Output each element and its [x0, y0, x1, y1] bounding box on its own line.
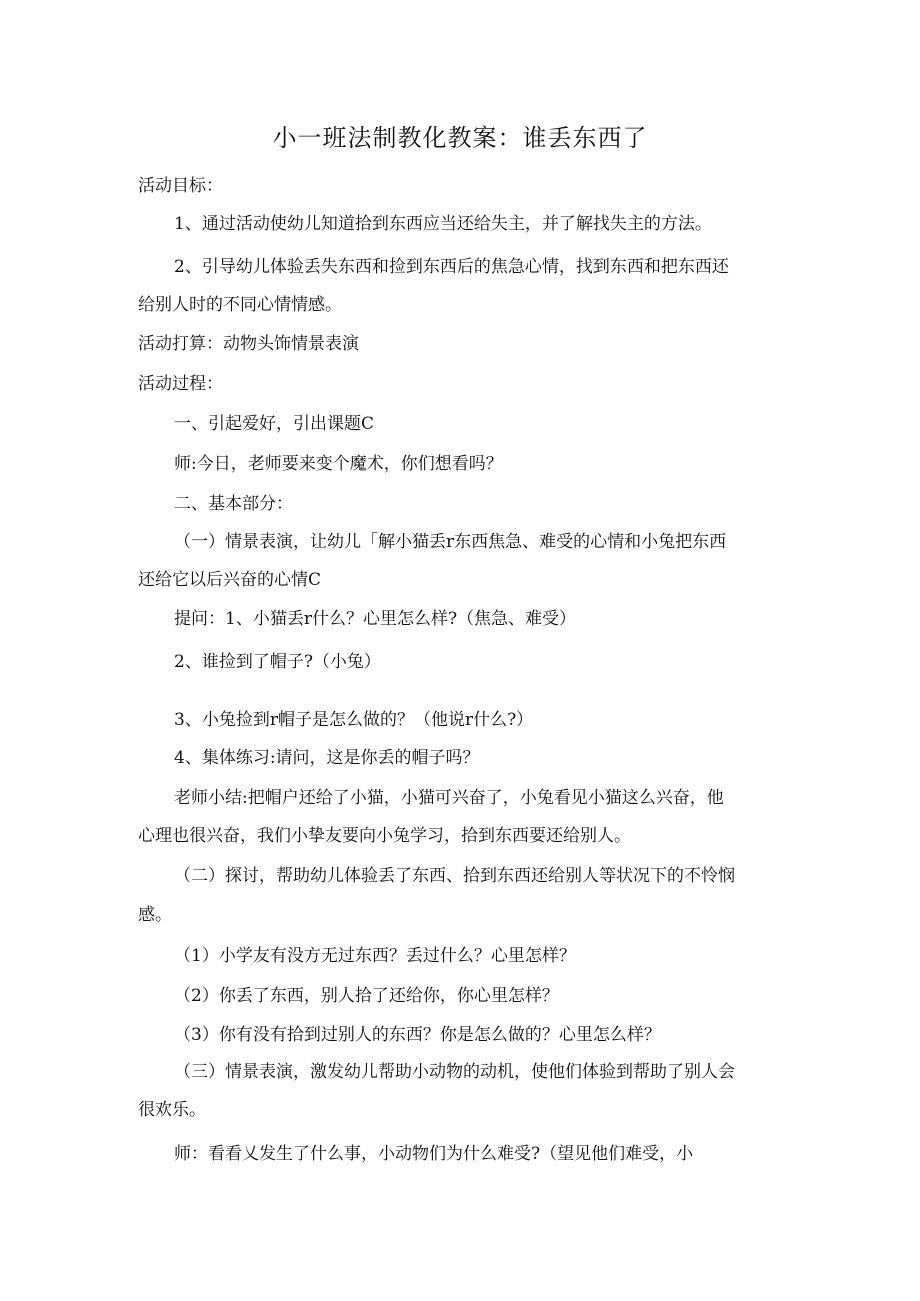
question-1: 提问：1、小猫丢r什么？心里怎么样?（焦急、难受）: [174, 609, 577, 629]
discussion-question-1: （1）小学友有没方无过东西？丢过什么？心里怎样？: [174, 946, 576, 966]
subsection-2: （二）探讨，帮助幼儿体验丢了东西、拾到东西还给别人等状况下的不怜悯: [174, 866, 735, 886]
goal-item-2: 2、引导幼儿体验丢失东西和捡到东西后的焦急心情，找到东西和把东西还: [174, 257, 729, 277]
teacher-line-1: 师:今日，老师要来变个魔术，你们想看吗？: [174, 454, 503, 474]
question-4: 4、集体练习:请问，这是你丢的帽子吗？: [174, 748, 480, 768]
subsection-1-continued: 还给它以后兴奋的心情C: [138, 570, 322, 590]
section-heading-preparation: 活动打算：动物头饰情景表演: [138, 334, 359, 354]
subsection-3: （三）情景表演，激发幼儿帮助小动物的动机，使他们体验到帮助了别人会: [174, 1062, 735, 1082]
section-heading-process: 活动过程：: [138, 374, 223, 394]
subsection-2-continued: 感。: [138, 905, 172, 925]
teacher-summary-continued: 心理也很兴奋，我们小挚友要向小兔学习，拾到东西要还给别人。: [138, 826, 631, 846]
goal-item-2-continued: 给别人时的不同心情情感。: [138, 295, 342, 315]
section-heading-goals: 活动目标：: [138, 176, 223, 196]
question-2: 2、谁捡到了帽子?（小兔）: [174, 652, 381, 672]
teacher-summary: 老师小结:把帽户还给了小猫，小猫可兴奋了，小兔看见小猫这么兴奋，他: [174, 788, 724, 808]
page-title: 小一班法制教化教案：谁丢东西了: [272, 124, 648, 152]
teacher-line-2: 师：看看乂发生了什么事，小动物们为什么难受?（望见他们难受，小: [174, 1144, 694, 1164]
discussion-question-3: （3）你有没有拾到过别人的东西？你是怎么做的？心里怎么样？: [174, 1025, 661, 1045]
subsection-3-continued: 很欢乐。: [138, 1100, 206, 1120]
question-3: 3、小兔捡到r帽子是怎么做的？（他说r什么?）: [174, 710, 534, 730]
subsection-1: （一）情景表演，让幼儿「解小猫丢r东西焦急、难受的心情和小兔把东西: [174, 532, 727, 552]
discussion-question-2: （2）你丢了东西，别人拾了还给你，你心里怎样？: [174, 986, 559, 1006]
process-step-2: 二、基本部分：: [174, 494, 293, 514]
process-step-1: 一、引起爱好，引出课题C: [174, 414, 375, 434]
goal-item-1: 1、通过活动使幼儿知道拾到东西应当还给失主，并了解找失主的方法。: [174, 214, 712, 234]
